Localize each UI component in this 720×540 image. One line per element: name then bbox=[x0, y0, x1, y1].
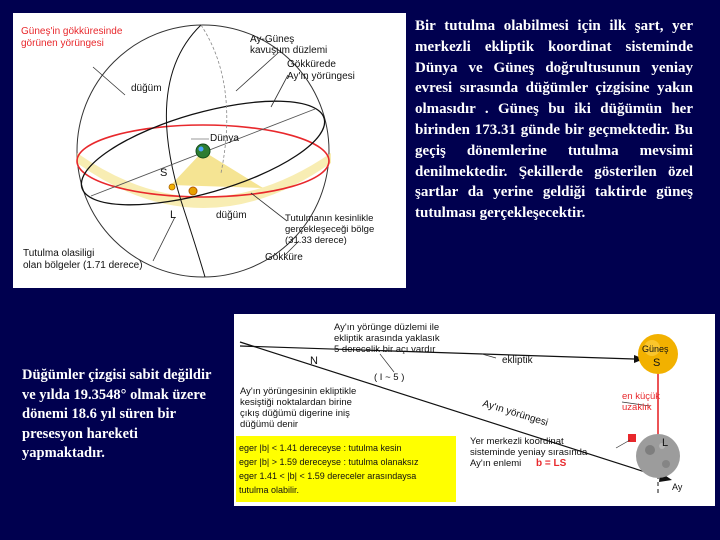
label-possible-region-line2: olan bölgeler (1.71 derece) bbox=[23, 260, 143, 271]
leader-possible-region bbox=[153, 217, 175, 261]
note-moon-plane-line3: 5 derecelik bir açı vardır bbox=[334, 344, 436, 355]
leader-angle bbox=[380, 354, 394, 372]
label-certain-region-line3: (31.33 derece) bbox=[285, 235, 347, 246]
earth-ocean-icon bbox=[199, 147, 204, 152]
note-moon-plane-line2: ekliptik arasında yaklasık bbox=[334, 333, 440, 344]
label-certain-region-line1: Tutulmanın kesinlikle bbox=[285, 213, 374, 224]
node-precession-paragraph: Düğümler çizgisi sabit değildir ve yılda 19.3548° olmak üzere dönemi 18.6 yıl süren bir presesyon hareketi yapmaktadır. bbox=[22, 367, 212, 462]
letter-l-top: L bbox=[170, 209, 177, 221]
note-node-line2: kesiştiği noktalardan birine bbox=[240, 397, 352, 408]
eclipse-region bbox=[171, 151, 263, 188]
label-node-n: N bbox=[310, 355, 318, 367]
label-orbit-line1: Güneş'in gökküresinde bbox=[21, 26, 123, 37]
celestial-sphere-svg bbox=[13, 13, 406, 288]
sun-marker bbox=[169, 184, 175, 190]
letter-s-bottom: S bbox=[653, 357, 661, 369]
moon-crater-2 bbox=[662, 460, 670, 468]
node-marker-lower bbox=[189, 187, 197, 195]
leader-latitude bbox=[616, 440, 630, 448]
label-angle: ( I ~ 5 ) bbox=[374, 372, 405, 383]
label-conjunction-line2: kavuşum düzlemi bbox=[250, 45, 328, 56]
moon-latitude-diagram bbox=[234, 314, 715, 506]
condition-2: eger |b| > 1.59 dereceyse : tutulma olanaksız bbox=[239, 457, 419, 467]
moon-crater-1 bbox=[645, 445, 655, 455]
moon-icon bbox=[636, 434, 680, 478]
label-min-distance-line1: en küçük bbox=[622, 391, 661, 402]
label-moon-orbit-line2: Ay'ın yörüngesi bbox=[287, 71, 355, 82]
note-node-line3: çıkış düğümü digerine iniş bbox=[240, 408, 350, 419]
note-moon-plane-line1: Ay'ın yörünge düzlemi ile bbox=[334, 322, 440, 333]
label-min-distance-line2: uzaklık bbox=[622, 402, 652, 413]
label-moon-orbit: Ay'ın yörüngesi bbox=[481, 398, 550, 429]
note-geocentric-line2: sisteminde yeniay sırasında bbox=[470, 447, 588, 458]
label-earth: Dünya bbox=[210, 133, 239, 144]
label-node-lower: düğüm bbox=[216, 210, 247, 221]
letter-l-bottom: L bbox=[662, 437, 669, 449]
earth-icon bbox=[196, 144, 210, 158]
condition-1: eger |b| < 1.41 dereceyse : tutulma kesin bbox=[239, 443, 402, 453]
label-certain-region-line2: gerçekleşeceği bölge bbox=[285, 224, 375, 235]
celestial-sphere-diagram bbox=[13, 13, 406, 288]
note-node-line4: düğümü denir bbox=[240, 419, 299, 430]
leader-moon-orbit bbox=[271, 75, 288, 107]
ecliptic-line bbox=[240, 346, 634, 359]
label-moon: Ay bbox=[672, 482, 683, 492]
label-celestial-sphere: Gökküre bbox=[265, 252, 303, 263]
formula-b-ls: b = LS bbox=[536, 458, 567, 469]
letter-s-top: S bbox=[160, 167, 168, 179]
label-orbit-line2: görünen yörüngesi bbox=[21, 38, 104, 49]
note-geocentric-line1: Yer merkezli koordinat bbox=[470, 436, 564, 447]
condition-3: eger 1.41 < |b| < 1.59 dereceler arasındaysa bbox=[239, 471, 417, 481]
label-node-upper: düğüm bbox=[131, 83, 162, 94]
note-node-line1: Ay'ın yörüngesinin ekliptikle bbox=[240, 386, 357, 397]
condition-4: tutulma olabilir. bbox=[239, 485, 300, 495]
label-possible-region-line1: Tutulma olasiligi bbox=[23, 248, 95, 259]
label-ecliptic: ekliptik bbox=[502, 355, 533, 366]
label-sun: Güneş bbox=[642, 344, 669, 354]
note-geocentric-line3: Ay'ın enlemi bbox=[470, 458, 522, 469]
moon-latitude-svg bbox=[234, 314, 715, 506]
label-conjunction-line1: Ay-Güneş bbox=[250, 34, 295, 45]
label-moon-orbit-line1: Gökkürede bbox=[287, 59, 336, 70]
leader-conjunction bbox=[236, 53, 278, 91]
leader-certain-region bbox=[251, 193, 287, 221]
eclipse-condition-paragraph: Bir tutulma olabilmesi için ilk şart, yer merkezli ekliptik koordinat sisteminde Dünya ve Güneş doğrultusunun yeniay evresi sırasında düğümler çizgisine yakın olmasıdır . Güneş bu iki düğümün her birinden 173.31 günde bir geçmektedir. Bu geçiş dönemlerine tutulma mevsimi denilmektedir. Şekillerde gösterilen özel şartlar da yerine geldiği taktirde güneş tutulması gerçekleşecektir. bbox=[415, 18, 693, 222]
